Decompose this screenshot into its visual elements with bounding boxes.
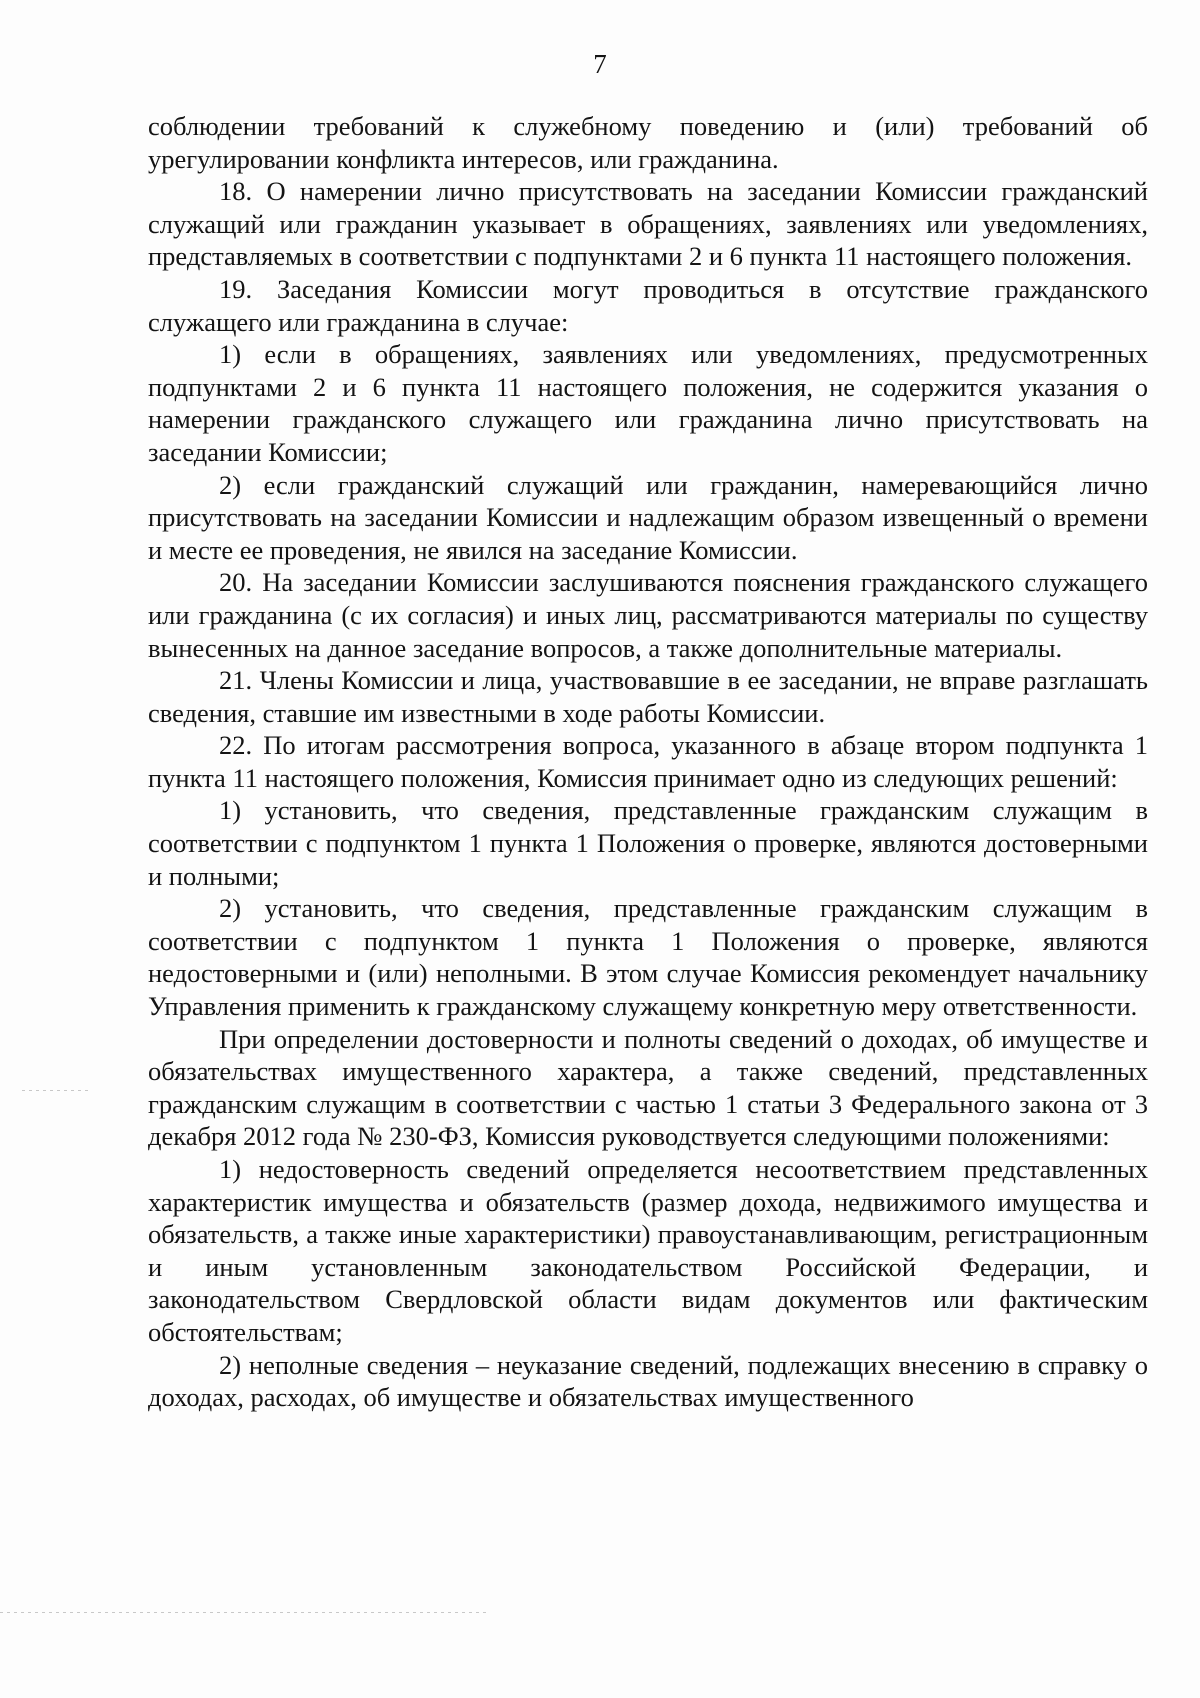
paragraph-item-20: 20. На заседании Комиссии заслушиваются пояснения гражданского служащего или гражданина (с их согласия) и иных лиц, рассматриваются материалы по существу вынесенных на данное заседание вопросов, а также дополнительные материалы. bbox=[148, 567, 1148, 663]
paragraph-verification-rules: При определении достоверности и полноты сведений о доходах, об имуществе и обязательствах имущественного характера, а также сведений, представленных гражданским служащим в соответствии с частью 1 статьи 3 Федерального закона от 3 декабря 2012 года № 230-ФЗ, Комиссия руководствуется следующими положениями: bbox=[148, 1023, 1148, 1152]
paragraph-rule-1: 1) недостоверность сведений определяется несоответствием представленных характеристик имущества и обязательств (размер дохода, недвижимого имущества и обязательств, а также иные характеристики) правоустанавливающим, регистрационным и иным установленным законодательством Российской Федерации, и законодательством Свердловской области видам документов или фактическим обстоятельствам; bbox=[148, 1154, 1148, 1347]
document-body bbox=[148, 110, 1148, 1414]
paragraph-item-19: 19. Заседания Комиссии могут проводиться в отсутствие гражданского служащего или гражданина в случае: bbox=[148, 273, 1148, 337]
paragraph-item-21: 21. Члены Комиссии и лица, участвовавшие в ее заседании, не вправе разглашать сведения, ставшие им известными в ходе работы Комиссии. bbox=[148, 665, 1148, 728]
paragraph-item-19-subitem-1: 1) если в обращениях, заявлениях или уведомлениях, предусмотренных подпунктами 2 и 6 пункта 11 настоящего положения, не содержится указания о намерении гражданского служащего или гражданина лично присутствовать на заседании Комиссии; bbox=[148, 339, 1148, 467]
paragraph-item-18: 18. О намерении лично присутствовать на заседании Комиссии гражданский служащий или гражданин указывает в обращениях, заявлениях или уведомлениях, представляемых в соответствии с подпунктами 2 и 6 пункта 11 настоящего положения. bbox=[148, 176, 1148, 272]
paragraph-rule-2: 2) неполные сведения – неуказание сведений, подлежащих внесению в справку о доходах, расходах, об имуществе и обязательствах имущественного bbox=[148, 1349, 1148, 1413]
paragraph-continuation: соблюдении требований к служебному поведению и (или) требований об урегулировании конфликта интересов, или гражданина. bbox=[148, 111, 1148, 174]
paragraph-item-19-subitem-2: 2) если гражданский служащий или гражданин, намеревающийся лично присутствовать на заседании Комиссии и надлежащим образом извещенный о времени и месте ее проведения, не явился на заседание Комиссии. bbox=[148, 469, 1148, 565]
paragraph-item-22-subitem-2: 2) установить, что сведения, представленные гражданским служащим в соответствии с подпунктом 1 пункта 1 Положения о проверке, являются недостоверными и (или) неполными. В этом случае Комиссия рекомендует начальнику Управления применить к гражданскому служащему конкретную меру ответственности. bbox=[148, 893, 1148, 1022]
scan-artifact-bottom bbox=[0, 1612, 490, 1613]
paragraph-item-22: 22. По итогам рассмотрения вопроса, указанного в абзаце втором подпункта 1 пункта 11 настоящего положения, Комиссия принимает одно из следующих решений: bbox=[148, 730, 1148, 793]
scan-artifact-left bbox=[22, 1090, 92, 1091]
paragraph-item-22-subitem-1: 1) установить, что сведения, представленные гражданским служащим в соответствии с подпунктом 1 пункта 1 Положения о проверке, являются достоверными и полными; bbox=[148, 795, 1148, 891]
page-number: 7 bbox=[593, 49, 607, 79]
